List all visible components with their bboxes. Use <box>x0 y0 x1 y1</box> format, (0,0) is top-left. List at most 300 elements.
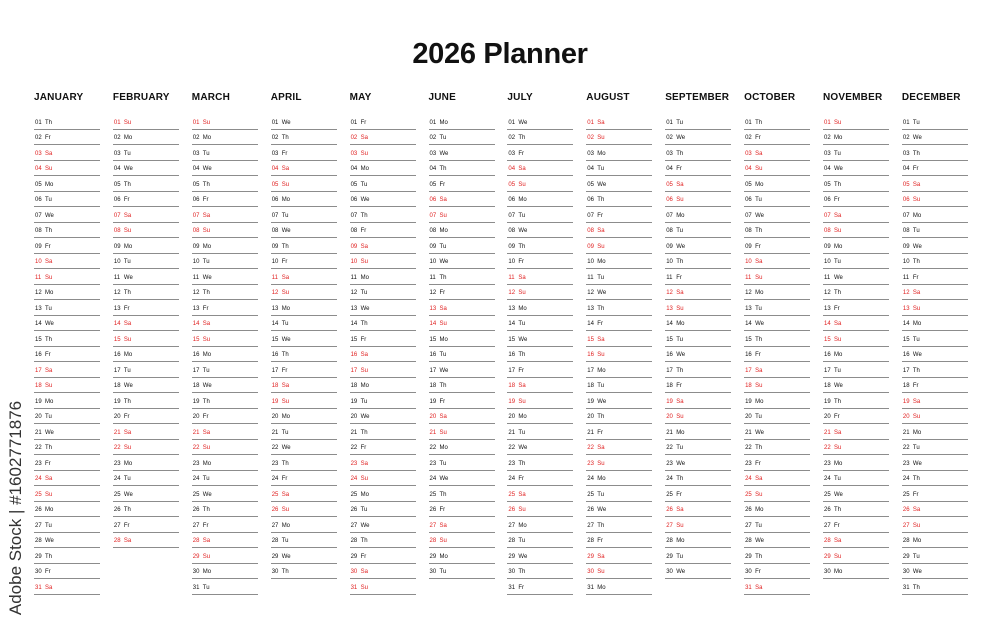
day-number: 05 <box>429 181 437 188</box>
day-number: 18 <box>508 383 516 389</box>
day-row <box>350 130 416 146</box>
day-number: 26 <box>429 507 437 513</box>
weekday-abbrev: Mo <box>202 460 212 467</box>
weekday-abbrev: Tu <box>676 119 683 126</box>
day-number: 17 <box>113 367 121 374</box>
watermark <box>6 388 26 628</box>
day-row <box>823 564 889 580</box>
day-row <box>665 176 731 192</box>
day-row <box>34 393 100 409</box>
day-number: 18 <box>350 383 358 389</box>
day-row <box>744 331 810 347</box>
day-row <box>744 579 810 595</box>
day-row <box>586 548 652 564</box>
day-row <box>34 564 100 580</box>
weekday-abbrev: Sa <box>597 228 605 234</box>
day-number: 31 <box>745 584 752 591</box>
weekday-abbrev: Sa <box>281 274 290 281</box>
day-row <box>823 409 889 425</box>
weekday-abbrev: Tu <box>439 352 447 358</box>
weekday-abbrev: We <box>360 522 370 529</box>
day-row <box>113 254 179 270</box>
weekday-abbrev: We <box>676 352 686 358</box>
weekday-abbrev: Th <box>281 460 289 467</box>
day-number: 07 <box>902 212 910 219</box>
weekday-abbrev: Tu <box>45 414 52 420</box>
weekday-abbrev: Sa <box>439 522 447 529</box>
weekday-abbrev: Tu <box>123 367 131 374</box>
day-number: 05 <box>824 181 831 188</box>
day-row <box>586 114 652 130</box>
day-number: 18 <box>113 383 121 389</box>
day-row <box>350 300 416 316</box>
weekday-abbrev: Su <box>755 491 763 498</box>
day-row <box>192 285 258 301</box>
day-number: 25 <box>350 491 358 498</box>
day-row <box>586 424 652 440</box>
day-row <box>350 207 416 223</box>
weekday-abbrev: Fr <box>912 491 919 498</box>
weekday-abbrev: Mo <box>123 460 133 467</box>
weekday-abbrev: Tu <box>439 569 447 575</box>
day-number: 08 <box>587 228 594 234</box>
day-row <box>192 161 258 177</box>
day-number: 02 <box>508 135 516 141</box>
day-row <box>271 347 337 363</box>
weekday-abbrev: Mo <box>45 398 54 405</box>
day-number: 02 <box>745 135 752 141</box>
day-row <box>902 161 968 177</box>
day-row <box>34 486 100 502</box>
day-row <box>744 114 810 130</box>
day-number: 05 <box>35 181 42 188</box>
day-row <box>34 502 100 518</box>
day-row <box>744 192 810 208</box>
day-row <box>192 300 258 316</box>
day-row <box>113 269 179 285</box>
day-number: 13 <box>902 305 910 312</box>
day-number: 28 <box>113 538 121 544</box>
weekday-abbrev: Mo <box>439 119 448 126</box>
weekday-abbrev: Th <box>676 367 684 374</box>
day-number: 23 <box>666 460 673 467</box>
day-row <box>271 192 337 208</box>
day-number: 21 <box>745 429 752 436</box>
day-number: 09 <box>350 243 358 250</box>
day-number: 05 <box>508 181 516 188</box>
weekday-abbrev: Sa <box>597 336 605 343</box>
day-row <box>665 114 731 130</box>
day-number: 14 <box>508 321 516 327</box>
day-row <box>586 331 652 347</box>
day-number: 19 <box>666 398 673 405</box>
month-april <box>271 92 337 579</box>
weekday-abbrev: Mo <box>518 414 527 420</box>
day-number: 17 <box>429 367 437 374</box>
month-march <box>192 92 258 595</box>
day-row <box>823 393 889 409</box>
day-number: 28 <box>902 538 910 544</box>
day-row <box>665 409 731 425</box>
day-row <box>902 455 968 471</box>
day-number: 24 <box>192 476 200 482</box>
day-number: 10 <box>35 259 42 265</box>
day-row <box>34 440 100 456</box>
day-number: 02 <box>192 135 200 141</box>
day-row <box>665 254 731 270</box>
day-number: 03 <box>745 150 752 157</box>
day-row <box>665 223 731 239</box>
weekday-abbrev: Mo <box>597 367 606 374</box>
day-row <box>586 579 652 595</box>
weekday-abbrev: Mo <box>360 274 369 281</box>
day-number: 19 <box>192 398 200 405</box>
day-row <box>271 548 337 564</box>
day-number: 21 <box>902 429 910 436</box>
day-number: 17 <box>508 367 516 374</box>
day-row <box>586 223 652 239</box>
day-row <box>665 486 731 502</box>
day-number: 22 <box>666 445 673 451</box>
day-number: 27 <box>429 522 437 529</box>
weekday-abbrev: Th <box>360 538 368 544</box>
day-number: 06 <box>666 197 673 203</box>
day-row <box>586 192 652 208</box>
day-row <box>902 548 968 564</box>
day-row <box>429 393 495 409</box>
weekday-abbrev: We <box>597 507 607 513</box>
weekday-abbrev: We <box>202 383 212 389</box>
day-number: 26 <box>271 507 279 513</box>
day-number: 07 <box>824 212 831 219</box>
weekday-abbrev: Mo <box>676 321 685 327</box>
day-number: 08 <box>429 228 437 234</box>
weekday-abbrev: We <box>676 569 686 575</box>
day-row <box>34 347 100 363</box>
day-number: 04 <box>902 166 910 172</box>
weekday-abbrev: We <box>834 383 843 389</box>
weekday-abbrev: Su <box>123 228 132 234</box>
day-row <box>192 347 258 363</box>
weekday-abbrev: We <box>439 476 449 482</box>
day-row <box>586 285 652 301</box>
weekday-abbrev: Tu <box>202 584 210 591</box>
weekday-abbrev: Th <box>755 119 763 126</box>
weekday-abbrev: Th <box>518 460 526 467</box>
day-row <box>823 455 889 471</box>
day-number: 05 <box>271 181 279 188</box>
weekday-abbrev: Sa <box>123 429 132 436</box>
day-number: 29 <box>824 553 831 560</box>
day-number: 18 <box>271 383 279 389</box>
day-number: 14 <box>745 321 752 327</box>
day-row <box>665 285 731 301</box>
day-row <box>507 378 573 394</box>
day-row <box>271 517 337 533</box>
day-number: 27 <box>192 522 200 529</box>
day-row <box>271 378 337 394</box>
weekday-abbrev: Sa <box>439 414 447 420</box>
weekday-abbrev: Sa <box>676 181 684 188</box>
day-number: 03 <box>192 150 200 157</box>
weekday-abbrev: Sa <box>676 507 684 513</box>
day-row <box>902 362 968 378</box>
day-number: 18 <box>192 383 200 389</box>
day-number: 07 <box>429 212 437 219</box>
month-name: MAY <box>349 92 372 103</box>
day-row <box>34 409 100 425</box>
day-number: 07 <box>587 212 594 219</box>
day-number: 09 <box>745 243 752 250</box>
day-number: 13 <box>35 305 42 312</box>
day-number: 30 <box>429 569 437 575</box>
day-row <box>823 300 889 316</box>
day-number: 16 <box>35 352 42 358</box>
day-number: 08 <box>350 228 358 234</box>
weekday-abbrev: Mo <box>202 569 212 575</box>
day-number: 05 <box>745 181 752 188</box>
day-row <box>350 238 416 254</box>
day-row <box>507 161 573 177</box>
day-number: 02 <box>429 135 437 141</box>
day-number: 12 <box>192 290 200 296</box>
day-row <box>429 316 495 332</box>
weekday-abbrev: Fr <box>439 507 446 513</box>
day-number: 22 <box>824 445 831 451</box>
day-row <box>113 207 179 223</box>
day-number: 11 <box>429 274 436 281</box>
day-row <box>665 207 731 223</box>
day-number: 25 <box>429 491 437 498</box>
day-number: 03 <box>350 150 358 157</box>
day-number: 11 <box>271 274 278 281</box>
day-row <box>665 378 731 394</box>
day-number: 24 <box>902 476 910 482</box>
day-row <box>350 440 416 456</box>
day-number: 09 <box>35 243 42 250</box>
day-row <box>823 176 889 192</box>
day-row <box>902 269 968 285</box>
weekday-abbrev: Sa <box>45 476 53 482</box>
day-row <box>665 269 731 285</box>
weekday-abbrev: Tu <box>123 476 131 482</box>
day-number: 23 <box>587 460 594 467</box>
day-number: 27 <box>271 522 279 529</box>
weekday-abbrev: Th <box>123 290 131 296</box>
day-number: 27 <box>350 522 358 529</box>
month-december <box>902 92 968 595</box>
weekday-abbrev: Th <box>755 445 763 451</box>
weekday-abbrev: Sa <box>45 259 53 265</box>
day-number: 26 <box>666 507 673 513</box>
weekday-abbrev: We <box>518 119 528 126</box>
weekday-abbrev: Fr <box>439 181 446 188</box>
weekday-abbrev: Su <box>518 398 526 405</box>
weekday-abbrev: Th <box>439 274 447 281</box>
day-row <box>192 114 258 130</box>
day-number: 14 <box>429 321 437 327</box>
weekday-abbrev: Fr <box>202 522 209 529</box>
day-row <box>744 409 810 425</box>
weekday-abbrev: We <box>834 274 843 281</box>
day-number: 28 <box>745 538 752 544</box>
day-row <box>192 564 258 580</box>
weekday-abbrev: Sa <box>755 259 763 265</box>
weekday-abbrev: Fr <box>597 538 603 544</box>
day-number: 10 <box>350 259 358 265</box>
weekday-abbrev: Su <box>439 212 447 219</box>
day-number: 11 <box>508 274 515 281</box>
weekday-abbrev: Sa <box>834 538 842 544</box>
day-number: 16 <box>587 352 594 358</box>
day-number: 22 <box>350 445 358 451</box>
day-number: 14 <box>271 321 279 327</box>
day-number: 08 <box>192 228 200 234</box>
day-number: 15 <box>350 336 358 343</box>
day-number: 29 <box>587 553 594 560</box>
weekday-abbrev: Sa <box>281 383 290 389</box>
day-row <box>113 331 179 347</box>
day-number: 07 <box>192 212 200 219</box>
day-number: 13 <box>350 305 358 312</box>
weekday-abbrev: Tu <box>755 305 762 312</box>
weekday-abbrev: Fr <box>912 166 919 172</box>
day-row <box>744 176 810 192</box>
weekday-abbrev: Tu <box>676 553 683 560</box>
day-number: 25 <box>824 491 831 498</box>
day-number: 27 <box>113 522 121 529</box>
day-row <box>113 285 179 301</box>
weekday-abbrev: Su <box>123 336 132 343</box>
day-row <box>271 362 337 378</box>
day-row <box>902 502 968 518</box>
day-number: 15 <box>587 336 594 343</box>
weekday-abbrev: Th <box>281 352 289 358</box>
day-row <box>744 285 810 301</box>
day-row <box>744 378 810 394</box>
day-row <box>744 145 810 161</box>
day-row <box>586 176 652 192</box>
weekday-abbrev: Fr <box>597 212 603 219</box>
day-number: 10 <box>824 259 831 265</box>
day-number: 01 <box>902 119 910 126</box>
day-number: 26 <box>745 507 752 513</box>
day-number: 23 <box>35 460 42 467</box>
day-number: 23 <box>745 460 752 467</box>
weekday-abbrev: Su <box>912 522 921 529</box>
day-row <box>192 548 258 564</box>
day-row <box>192 393 258 409</box>
day-row <box>744 316 810 332</box>
weekday-abbrev: Sa <box>912 398 921 405</box>
weekday-abbrev: We <box>45 538 54 544</box>
day-row <box>113 145 179 161</box>
day-number: 19 <box>350 398 358 405</box>
weekday-abbrev: Mo <box>676 212 685 219</box>
day-row <box>429 176 495 192</box>
month-name: SEPTEMBER <box>665 92 730 103</box>
weekday-abbrev: Sa <box>439 197 447 203</box>
day-row <box>823 130 889 146</box>
weekday-abbrev: Mo <box>123 352 133 358</box>
day-number: 01 <box>35 119 42 126</box>
weekday-abbrev: Tu <box>281 321 289 327</box>
weekday-abbrev: Fr <box>755 243 761 250</box>
day-row <box>507 269 573 285</box>
day-row <box>34 300 100 316</box>
day-number: 26 <box>192 507 200 513</box>
weekday-abbrev: Tu <box>518 212 526 219</box>
weekday-abbrev: Tu <box>755 414 762 420</box>
weekday-abbrev: We <box>439 150 449 157</box>
day-row <box>34 176 100 192</box>
day-row <box>192 145 258 161</box>
day-row <box>34 254 100 270</box>
day-row <box>586 254 652 270</box>
day-row <box>192 533 258 549</box>
weekday-abbrev: Sa <box>360 135 368 141</box>
day-row <box>350 269 416 285</box>
day-row <box>665 161 731 177</box>
day-number: 03 <box>429 150 437 157</box>
day-number: 31 <box>902 584 910 591</box>
day-row <box>113 440 179 456</box>
day-row <box>665 300 731 316</box>
weekday-abbrev: Tu <box>439 243 447 250</box>
weekday-abbrev: Fr <box>518 150 525 157</box>
day-row <box>192 130 258 146</box>
day-number: 05 <box>192 181 200 188</box>
day-number: 29 <box>902 553 910 560</box>
day-number: 02 <box>587 135 594 141</box>
weekday-abbrev: Su <box>834 553 842 560</box>
day-number: 01 <box>824 119 831 126</box>
day-number: 03 <box>508 150 516 157</box>
day-row <box>744 362 810 378</box>
day-number: 28 <box>666 538 673 544</box>
weekday-abbrev: Mo <box>834 569 843 575</box>
weekday-abbrev: Fr <box>912 383 919 389</box>
day-row <box>586 130 652 146</box>
day-row <box>507 409 573 425</box>
day-row <box>192 176 258 192</box>
weekday-abbrev: Fr <box>597 321 603 327</box>
day-number: 12 <box>666 290 673 296</box>
day-row <box>429 238 495 254</box>
day-number: 06 <box>745 197 752 203</box>
day-row <box>34 362 100 378</box>
day-row <box>744 347 810 363</box>
weekday-abbrev: Fr <box>281 150 288 157</box>
weekday-abbrev: We <box>45 321 54 327</box>
day-number: 25 <box>271 491 279 498</box>
day-number: 07 <box>113 212 121 219</box>
weekday-abbrev: Sa <box>45 584 53 591</box>
weekday-abbrev: Su <box>202 228 211 234</box>
weekday-abbrev: Th <box>281 243 289 250</box>
weekday-abbrev: Mo <box>202 243 212 250</box>
day-row <box>744 161 810 177</box>
day-row <box>429 564 495 580</box>
day-row <box>744 486 810 502</box>
day-row <box>350 533 416 549</box>
day-row <box>350 564 416 580</box>
day-number: 17 <box>350 367 358 374</box>
day-number: 29 <box>35 553 42 560</box>
day-row <box>271 238 337 254</box>
day-number: 04 <box>587 166 594 172</box>
day-row <box>586 378 652 394</box>
